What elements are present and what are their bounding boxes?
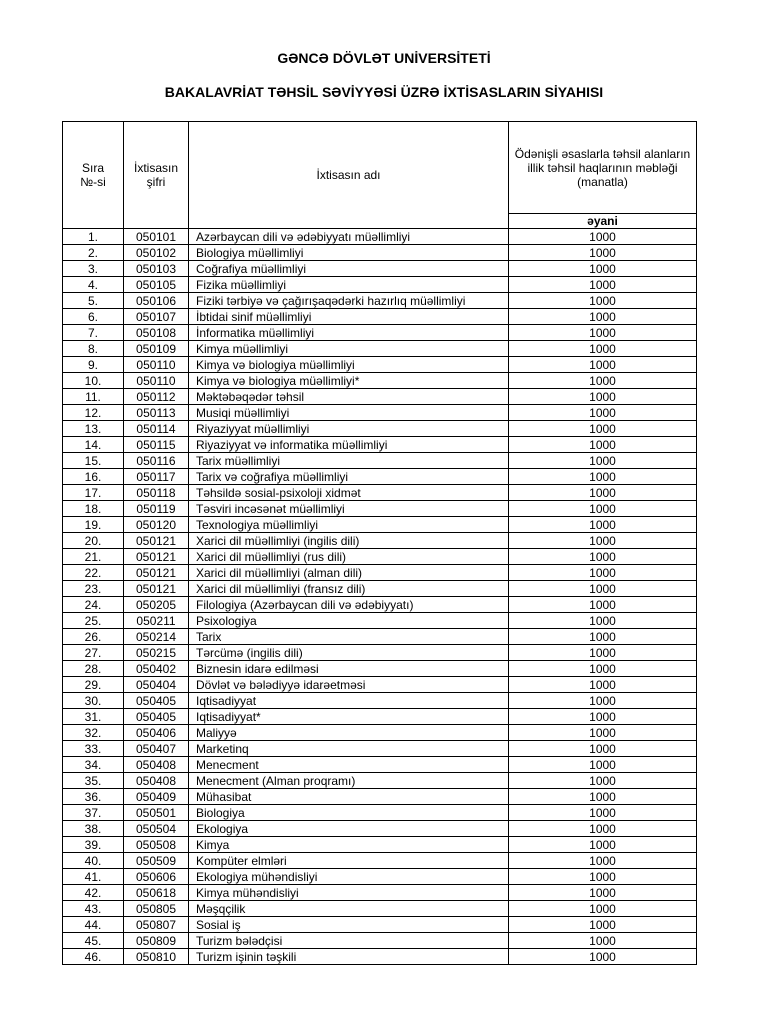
specialty-code: 050112 [124,389,189,405]
specialty-code: 050807 [124,917,189,933]
specialty-code: 050809 [124,933,189,949]
row-number: 2. [63,245,124,261]
specialty-name: Xarici dil müəllimliyi (ingilis dili) [189,533,509,549]
tuition-fee: 1000 [509,901,697,917]
specialty-code: 050405 [124,709,189,725]
specialty-code: 050121 [124,533,189,549]
table-row [63,325,697,341]
row-number: 43. [63,901,124,917]
table-row [63,901,697,917]
specialty-name: Mühasibat [189,789,509,805]
row-number: 7. [63,325,124,341]
row-number: 36. [63,789,124,805]
specialty-name: Musiqi müəllimliyi [189,405,509,421]
specialty-name: Menecment (Alman proqramı) [189,773,509,789]
row-number: 16. [63,469,124,485]
specialty-name: Xarici dil müəllimliyi (fransız dili) [189,581,509,597]
tuition-fee: 1000 [509,469,697,485]
table-row [63,421,697,437]
row-number: 21. [63,549,124,565]
tuition-fee: 1000 [509,325,697,341]
column-header-code-line1: İxtisasın [133,161,178,175]
specialty-name: Riyaziyyat və informatika müəllimliyi [189,437,509,453]
specialty-name: Təsviri incəsənət müəllimliyi [189,501,509,517]
tuition-fee: 1000 [509,693,697,709]
specialty-code: 050406 [124,725,189,741]
specialty-name: Iqtisadiyyat [189,693,509,709]
row-number: 17. [63,485,124,501]
specialty-code: 050119 [124,501,189,517]
row-number: 30. [63,693,124,709]
specialty-code: 050810 [124,949,189,965]
specialty-name: Təhsildə sosial-psixoloji xidmət [189,485,509,501]
table-row [63,453,697,469]
row-number: 19. [63,517,124,533]
specialty-code: 050509 [124,853,189,869]
tuition-fee: 1000 [509,709,697,725]
tuition-fee: 1000 [509,885,697,901]
specialty-code: 050113 [124,405,189,421]
table-row [63,565,697,581]
specialty-code: 050407 [124,741,189,757]
row-number: 41. [63,869,124,885]
specialty-code: 050205 [124,597,189,613]
specialty-name: Tarix [189,629,509,645]
column-header-name: İxtisasın adı [189,122,509,229]
specialty-name: Fizika müəllimliyi [189,277,509,293]
table-row [63,469,697,485]
tuition-fee: 1000 [509,789,697,805]
tuition-fee: 1000 [509,917,697,933]
row-number: 13. [63,421,124,437]
specialty-code: 050618 [124,885,189,901]
tuition-fee: 1000 [509,645,697,661]
table-row [63,805,697,821]
specialty-name: Coğrafiya müəllimliyi [189,261,509,277]
table-row [63,357,697,373]
column-header-number [63,122,124,229]
row-number: 6. [63,309,124,325]
row-number: 45. [63,933,124,949]
table-row [63,757,697,773]
tuition-fee: 1000 [509,549,697,565]
specialty-code: 050102 [124,245,189,261]
specialty-name: Məktəbəqədər təhsil [189,389,509,405]
row-number: 12. [63,405,124,421]
specialty-code: 050121 [124,549,189,565]
specialty-code: 050805 [124,901,189,917]
specialty-name: Kimya və biologiya müəllimliyi* [189,373,509,389]
tuition-fee: 1000 [509,853,697,869]
specialty-name: Texnologiya müəllimliyi [189,517,509,533]
table-row [63,517,697,533]
document-subtitle: BAKALAVRİAT TƏHSİL SƏVİYYƏSİ ÜZRƏ İXTİSASLARIN SİYAHISI [164,84,604,100]
specialty-name: Ekologiya mühəndisliyi [189,869,509,885]
specialty-code: 050118 [124,485,189,501]
specialty-name: Turizm işinin təşkili [189,949,509,965]
specialty-name: Biologiya müəllimliyi [189,245,509,261]
specialty-code: 050108 [124,325,189,341]
tuition-fee: 1000 [509,805,697,821]
specialty-code: 050211 [124,613,189,629]
specialty-name: Sosial iş [189,917,509,933]
specialty-code: 050110 [124,357,189,373]
specialty-code: 050109 [124,341,189,357]
table-row [63,629,697,645]
tuition-fee: 1000 [509,869,697,885]
table-row [63,693,697,709]
tuition-fee: 1000 [509,485,697,501]
column-header-code [124,122,189,229]
specialty-name: Turizm bələdçisi [189,933,509,949]
table-row [63,917,697,933]
tuition-fee: 1000 [509,373,697,389]
tuition-fee: 1000 [509,229,697,245]
specialty-name: Ekologiya [189,821,509,837]
tuition-fee: 1000 [509,517,697,533]
tuition-fee: 1000 [509,357,697,373]
table-row [63,725,697,741]
specialty-code: 050116 [124,453,189,469]
row-number: 37. [63,805,124,821]
row-number: 31. [63,709,124,725]
table-row [63,549,697,565]
table-row [63,949,697,965]
table-row [63,885,697,901]
row-number: 34. [63,757,124,773]
tuition-fee: 1000 [509,293,697,309]
specialty-code: 050110 [124,373,189,389]
specialty-code: 050215 [124,645,189,661]
row-number: 22. [63,565,124,581]
specialty-code: 050214 [124,629,189,645]
row-number: 25. [63,613,124,629]
table-row [63,293,697,309]
specialty-name: Kompüter elmləri [189,853,509,869]
specialty-name: Maliyyə [189,725,509,741]
table-row [63,933,697,949]
table-row [63,373,697,389]
specialty-code: 050408 [124,757,189,773]
specialty-name: İnformatika müəllimliyi [189,325,509,341]
tuition-fee: 1000 [509,501,697,517]
tuition-fee: 1000 [509,405,697,421]
tuition-fee: 1000 [509,277,697,293]
row-number: 39. [63,837,124,853]
specialty-code: 050606 [124,869,189,885]
table-row [63,645,697,661]
column-subheader-fee-type: əyani [509,214,697,229]
table-row [63,661,697,677]
table-row [63,869,697,885]
tuition-fee: 1000 [509,677,697,693]
specialty-code: 050117 [124,469,189,485]
specialty-name: Menecment [189,757,509,773]
table-row [63,581,697,597]
specialty-code: 050103 [124,261,189,277]
tuition-fee: 1000 [509,421,697,437]
specialty-name: Xarici dil müəllimliyi (rus dili) [189,549,509,565]
specialty-code: 050504 [124,821,189,837]
row-number: 4. [63,277,124,293]
row-number: 11. [63,389,124,405]
table-row [63,437,697,453]
specialty-name: Tərcümə (ingilis dili) [189,645,509,661]
tuition-fee: 1000 [509,533,697,549]
row-number: 3. [63,261,124,277]
row-number: 24. [63,597,124,613]
specialty-name: Iqtisadiyyat* [189,709,509,725]
row-number: 35. [63,773,124,789]
table-row [63,245,697,261]
specialty-name: Biznesin idarə edilməsi [189,661,509,677]
specialty-code: 050508 [124,837,189,853]
tuition-fee: 1000 [509,581,697,597]
table-row [63,261,697,277]
row-number: 1. [63,229,124,245]
specialty-code: 050106 [124,293,189,309]
row-number: 9. [63,357,124,373]
tuition-fee: 1000 [509,725,697,741]
table-row [63,789,697,805]
specialty-name: Kimya və biologiya müəllimliyi [189,357,509,373]
specialty-code: 050402 [124,661,189,677]
table-row [63,853,697,869]
row-number: 8. [63,341,124,357]
row-number: 32. [63,725,124,741]
specialty-name: Dövlət və bələdiyyə idarəetməsi [189,677,509,693]
row-number: 40. [63,853,124,869]
table-row [63,485,697,501]
specialty-name: Məşqçilik [189,901,509,917]
tuition-fee: 1000 [509,565,697,581]
row-number: 42. [63,885,124,901]
row-number: 29. [63,677,124,693]
specialty-name: Marketinq [189,741,509,757]
column-header-number-line2: №-si [80,175,106,189]
specialty-code: 050114 [124,421,189,437]
specialty-code: 050121 [124,565,189,581]
table-row [63,613,697,629]
tuition-fee: 1000 [509,597,697,613]
row-number: 28. [63,661,124,677]
specialty-name: Tarix və coğrafiya müəllimliyi [189,469,509,485]
specialty-code: 050107 [124,309,189,325]
row-number: 46. [63,949,124,965]
row-number: 33. [63,741,124,757]
table-row [63,821,697,837]
tuition-fee: 1000 [509,837,697,853]
row-number: 26. [63,629,124,645]
table-row [63,741,697,757]
row-number: 44. [63,917,124,933]
column-header-fee: Ödənişli əsaslarla təhsil alanların illik təhsil haqlarının məbləği (manatla) [509,122,697,214]
specialty-name: Azərbaycan dili və ədəbiyyatı müəllimliyi [189,229,509,245]
table-row [63,405,697,421]
specialty-name: Biologiya [189,805,509,821]
tuition-fee: 1000 [509,309,697,325]
specialty-code: 050120 [124,517,189,533]
tuition-fee: 1000 [509,245,697,261]
tuition-fee: 1000 [509,629,697,645]
table-row [63,501,697,517]
tuition-fee: 1000 [509,437,697,453]
table-row [63,389,697,405]
specialty-code: 050409 [124,789,189,805]
specialty-name: Filologiya (Azərbaycan dili və ədəbiyyatı) [189,597,509,613]
tuition-fee: 1000 [509,773,697,789]
tuition-fee: 1000 [509,389,697,405]
tuition-fee: 1000 [509,821,697,837]
tuition-fee: 1000 [509,341,697,357]
table-row [63,837,697,853]
specialty-code: 050115 [124,437,189,453]
specialty-name: Kimya müəllimliyi [189,341,509,357]
specialty-name: İbtidai sinif müəllimliyi [189,309,509,325]
tuition-fee: 1000 [509,613,697,629]
tuition-fee: 1000 [509,949,697,965]
specialty-code: 050121 [124,581,189,597]
specialty-code: 050405 [124,693,189,709]
table-row [63,597,697,613]
specialty-code: 050101 [124,229,189,245]
row-number: 38. [63,821,124,837]
specialty-name: Xarici dil müəllimliyi (alman dili) [189,565,509,581]
table-row [63,773,697,789]
specialty-name: Kimya [189,837,509,853]
row-number: 23. [63,581,124,597]
tuition-fee: 1000 [509,261,697,277]
specialty-code: 050501 [124,805,189,821]
table-row [63,709,697,725]
specialty-code: 050105 [124,277,189,293]
table-row [63,341,697,357]
specialty-code: 050404 [124,677,189,693]
specialty-name: Psixologiya [189,613,509,629]
table-row [63,677,697,693]
university-title: GƏNCƏ DÖVLƏT UNİVERSİTETİ [277,50,491,66]
row-number: 20. [63,533,124,549]
column-header-number-line1: Sıra [81,161,104,175]
table-row [63,309,697,325]
specialty-name: Riyaziyyat müəllimliyi [189,421,509,437]
table-row [63,229,697,245]
specialty-name: Fiziki tərbiyə və çağırışaqədərki hazırlıq müəllimliyi [189,293,509,309]
column-header-code-line2: şifri [146,175,166,189]
row-number: 14. [63,437,124,453]
specialty-code: 050408 [124,773,189,789]
row-number: 5. [63,293,124,309]
row-number: 27. [63,645,124,661]
table-row [63,277,697,293]
tuition-fee: 1000 [509,933,697,949]
tuition-fee: 1000 [509,741,697,757]
specialties-table [62,121,697,965]
specialty-name: Kimya mühəndisliyi [189,885,509,901]
specialty-name: Tarix müəllimliyi [189,453,509,469]
row-number: 15. [63,453,124,469]
tuition-fee: 1000 [509,661,697,677]
tuition-fee: 1000 [509,453,697,469]
table-row [63,533,697,549]
row-number: 10. [63,373,124,389]
tuition-fee: 1000 [509,757,697,773]
row-number: 18. [63,501,124,517]
